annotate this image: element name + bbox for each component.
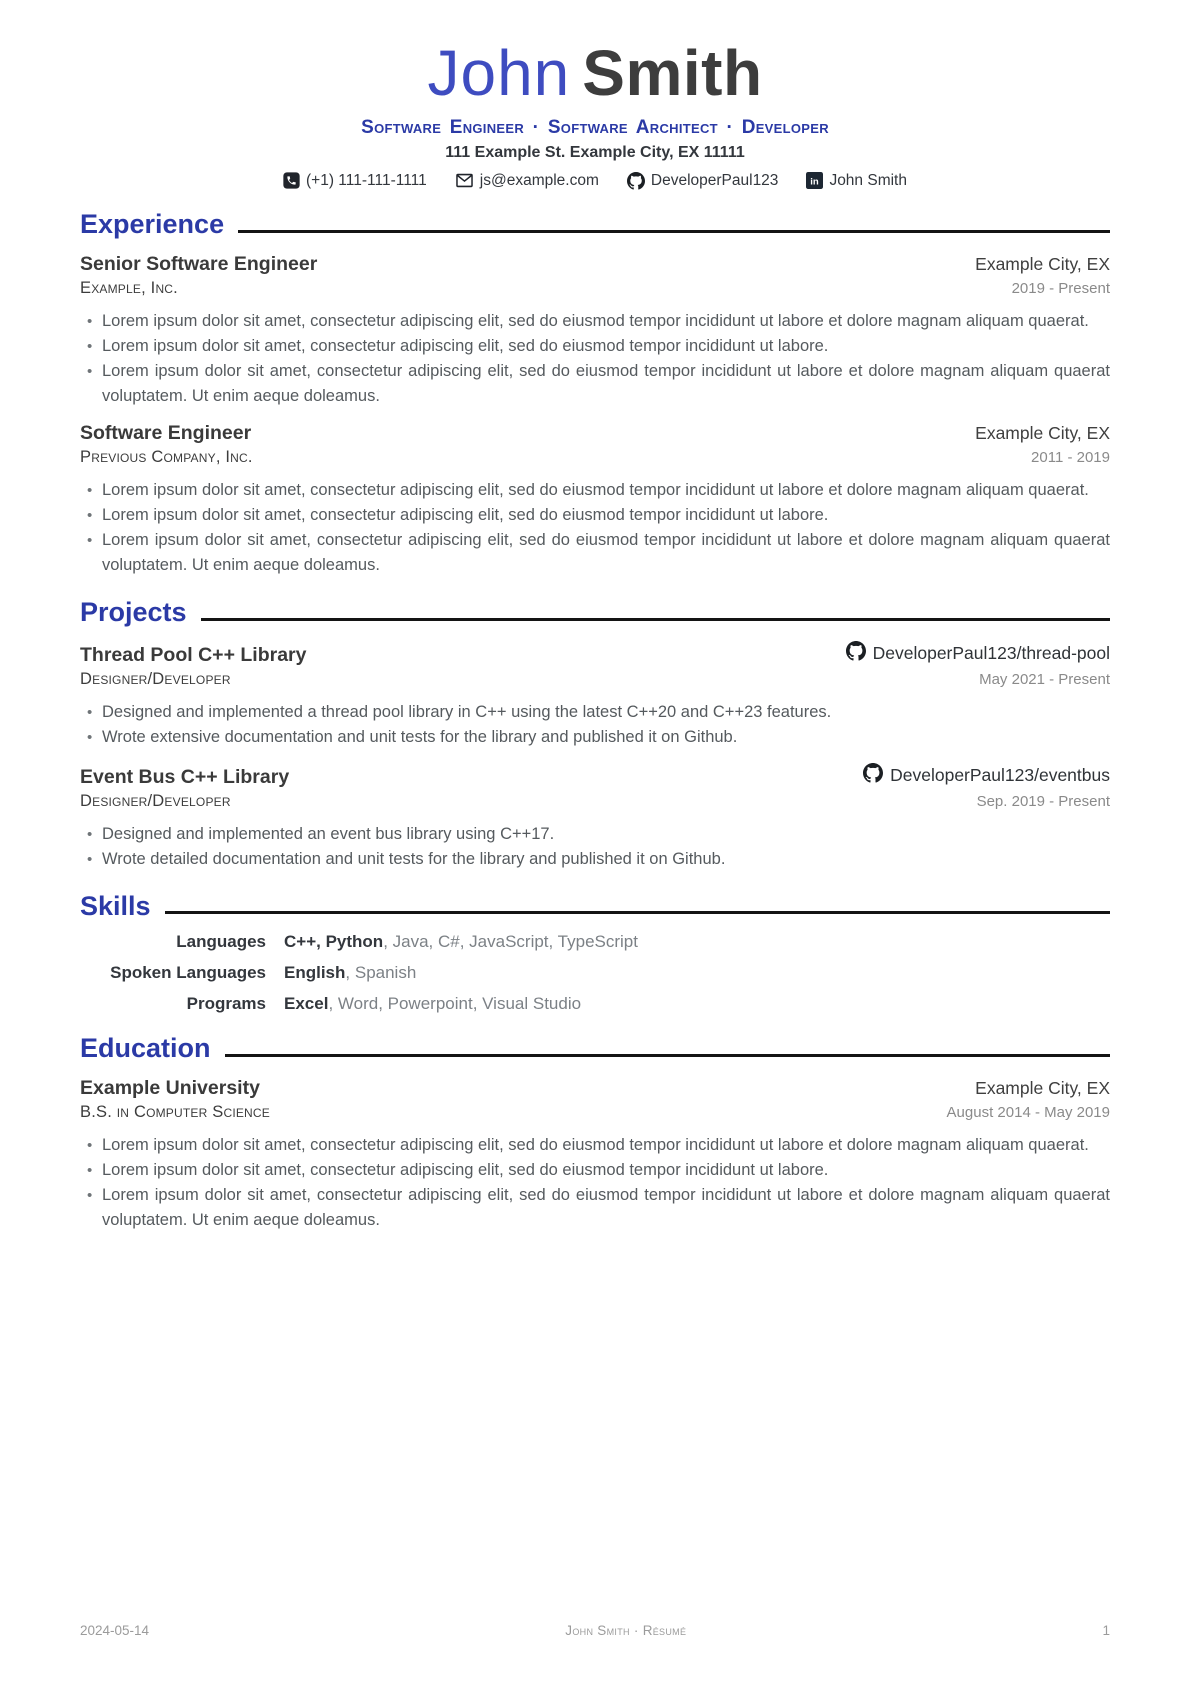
repo-path: DeveloperPaul123/eventbus (890, 764, 1110, 785)
school-dates: August 2014 - May 2019 (946, 1103, 1110, 1121)
bullet-item: • Lorem ipsum dolor sit amet, consectetur adipiscing elit, sed do eiusmod tempor incididunt ut labore. (102, 1158, 1110, 1183)
skill-row-spoken-languages (80, 963, 1110, 983)
section-experience (80, 210, 1110, 578)
job-company: Previous Company, Inc. (80, 447, 253, 466)
github-icon (627, 172, 645, 190)
project-role: Designer/Developer (80, 791, 231, 810)
skill-values-strong: Excel (284, 994, 329, 1014)
section-divider (238, 230, 1110, 233)
bullet-item: • Wrote extensive documentation and unit tests for the library and published it on Github. (102, 725, 1110, 750)
full-name (80, 37, 1110, 109)
section-projects (80, 598, 1110, 872)
project-name: Thread Pool C++ Library (80, 643, 307, 666)
job-role: Senior Software Engineer (80, 252, 318, 275)
job-location: Example City, EX (975, 253, 1110, 274)
project-dates: Sep. 2019 - Present (976, 792, 1110, 810)
section-divider (225, 1054, 1110, 1057)
footer-page-number: 1 (1102, 1623, 1110, 1638)
project-bullets (80, 700, 1110, 750)
project-role-row (80, 670, 1110, 689)
skill-values (284, 932, 638, 952)
experience-title: Experience (80, 209, 225, 240)
job-entry (80, 422, 1110, 578)
bullet-item: • Designed and implemented an event bus library using C++17. (102, 822, 1110, 847)
linkedin-contact[interactable] (806, 172, 907, 190)
skill-row-programs (80, 994, 1110, 1014)
school-name: Example University (80, 1076, 260, 1099)
phone-contact[interactable] (283, 172, 427, 190)
job-company: Example, Inc. (80, 278, 178, 297)
job-company-row (80, 448, 1110, 467)
footer-document-title: John Smith · Résumé (565, 1623, 687, 1638)
project-role: Designer/Developer (80, 669, 231, 688)
resume-header (80, 37, 1110, 190)
github-icon (863, 763, 883, 788)
section-skills (80, 892, 1110, 1015)
email-address: js@example.com (479, 171, 599, 189)
skill-label: Spoken Languages (110, 963, 266, 983)
section-divider (165, 911, 1110, 914)
job-bullets (80, 478, 1110, 578)
education-heading-row (80, 1034, 1110, 1064)
job-dates: 2019 - Present (1011, 279, 1110, 297)
project-dates: May 2021 - Present (979, 670, 1110, 688)
skill-values (284, 994, 581, 1014)
job-company-row (80, 279, 1110, 298)
skill-values-rest: , Spanish (345, 963, 417, 983)
experience-heading-row (80, 210, 1110, 240)
skill-values-strong: C++, Python (284, 932, 384, 952)
skill-values-rest: , Word, Powerpoint, Visual Studio (328, 994, 582, 1014)
school-degree: B.S. in Computer Science (80, 1102, 270, 1121)
skill-values-strong: English (284, 963, 346, 983)
education-title: Education (80, 1033, 211, 1064)
bullet-item: • Lorem ipsum dolor sit amet, consectetur adipiscing elit, sed do eiusmod tempor incididunt ut labore et dolore magnam aliquam quaerat voluptatem. Ut enim aeque doleamus. (102, 359, 1110, 409)
bullet-item: • Lorem ipsum dolor sit amet, consectetur adipiscing elit, sed do eiusmod tempor incididunt ut labore. (102, 503, 1110, 528)
project-role-row (80, 792, 1110, 811)
job-bullets (80, 309, 1110, 409)
job-location: Example City, EX (975, 422, 1110, 443)
skill-values-rest: , Java, C#, JavaScript, TypeScript (383, 932, 638, 952)
project-entry (80, 641, 1110, 750)
job-title-row (80, 253, 1110, 276)
email-contact[interactable] (455, 171, 599, 190)
email-icon (455, 171, 474, 190)
bullet-item: • Lorem ipsum dolor sit amet, consectetur adipiscing elit, sed do eiusmod tempor incididunt ut labore et dolore magnam aliquam quaerat voluptatem. Ut enim aeque doleamus. (102, 1183, 1110, 1233)
page-footer (80, 1623, 1110, 1638)
phone-icon (283, 172, 300, 189)
github-username: DeveloperPaul123 (650, 171, 779, 189)
section-education (80, 1034, 1110, 1233)
project-title-row (80, 763, 1110, 789)
bullet-item: • Lorem ipsum dolor sit amet, consectetur adipiscing elit, sed do eiusmod tempor incididunt ut labore et dolore magnam aliquam quaerat. (102, 1133, 1110, 1158)
street-address: 111 Example St. Example City, EX 11111 (445, 144, 745, 162)
projects-heading-row (80, 598, 1110, 628)
section-divider (201, 618, 1110, 621)
bullet-item: • Lorem ipsum dolor sit amet, consectetur adipiscing elit, sed do eiusmod tempor incididunt ut labore. (102, 334, 1110, 359)
skills-title: Skills (80, 890, 151, 921)
school-degree-row (80, 1103, 1110, 1122)
github-contact[interactable] (627, 172, 779, 190)
last-name: Smith (582, 37, 763, 109)
contact-row (80, 171, 1110, 190)
skill-label: Languages (176, 932, 266, 952)
bullet-item: • Wrote detailed documentation and unit tests for the library and published it on Github. (102, 847, 1110, 872)
svg-text:in: in (810, 176, 820, 188)
linkedin-name: John Smith (829, 171, 907, 189)
bullet-item: • Lorem ipsum dolor sit amet, consectetur adipiscing elit, sed do eiusmod tempor incididunt ut labore et dolore magnam aliquam quaerat voluptatem. Ut enim aeque doleamus. (102, 528, 1110, 578)
project-name: Event Bus C++ Library (80, 765, 290, 788)
bullet-item: • Lorem ipsum dolor sit amet, consectetur adipiscing elit, sed do eiusmod tempor incididunt ut labore et dolore magnam aliquam quaerat. (102, 478, 1110, 503)
project-bullets (80, 822, 1110, 872)
project-repo-link[interactable] (846, 641, 1110, 666)
bullet-item: • Lorem ipsum dolor sit amet, consectetur adipiscing elit, sed do eiusmod tempor incididunt ut labore et dolore magnam aliquam quaerat. (102, 309, 1110, 334)
school-title-row (80, 1077, 1110, 1100)
project-repo-link[interactable] (863, 763, 1110, 788)
skill-values (284, 963, 416, 983)
job-dates: 2011 - 2019 (1031, 448, 1110, 466)
phone-number: (+1) 111-111-1111 (306, 171, 427, 189)
skill-label: Programs (186, 994, 266, 1014)
school-entry (80, 1077, 1110, 1233)
footer-date: 2024-05-14 (80, 1623, 150, 1638)
skill-row-languages (80, 932, 1110, 952)
job-titles-tagline: Software Engineer · Software Architect · Developer (361, 117, 829, 139)
repo-path: DeveloperPaul123/thread-pool (872, 642, 1110, 663)
github-icon (846, 641, 866, 666)
projects-title: Projects (80, 596, 187, 627)
project-title-row (80, 641, 1110, 667)
job-entry (80, 253, 1110, 409)
school-bullets (80, 1133, 1110, 1233)
project-entry (80, 763, 1110, 872)
bullet-item: • Designed and implemented a thread pool library in C++ using the latest C++20 and C++23 features. (102, 700, 1110, 725)
job-role: Software Engineer (80, 421, 252, 444)
skills-heading-row (80, 892, 1110, 922)
first-name: John (427, 37, 571, 109)
job-title-row (80, 422, 1110, 445)
linkedin-icon (806, 172, 823, 189)
school-location: Example City, EX (975, 1077, 1110, 1098)
